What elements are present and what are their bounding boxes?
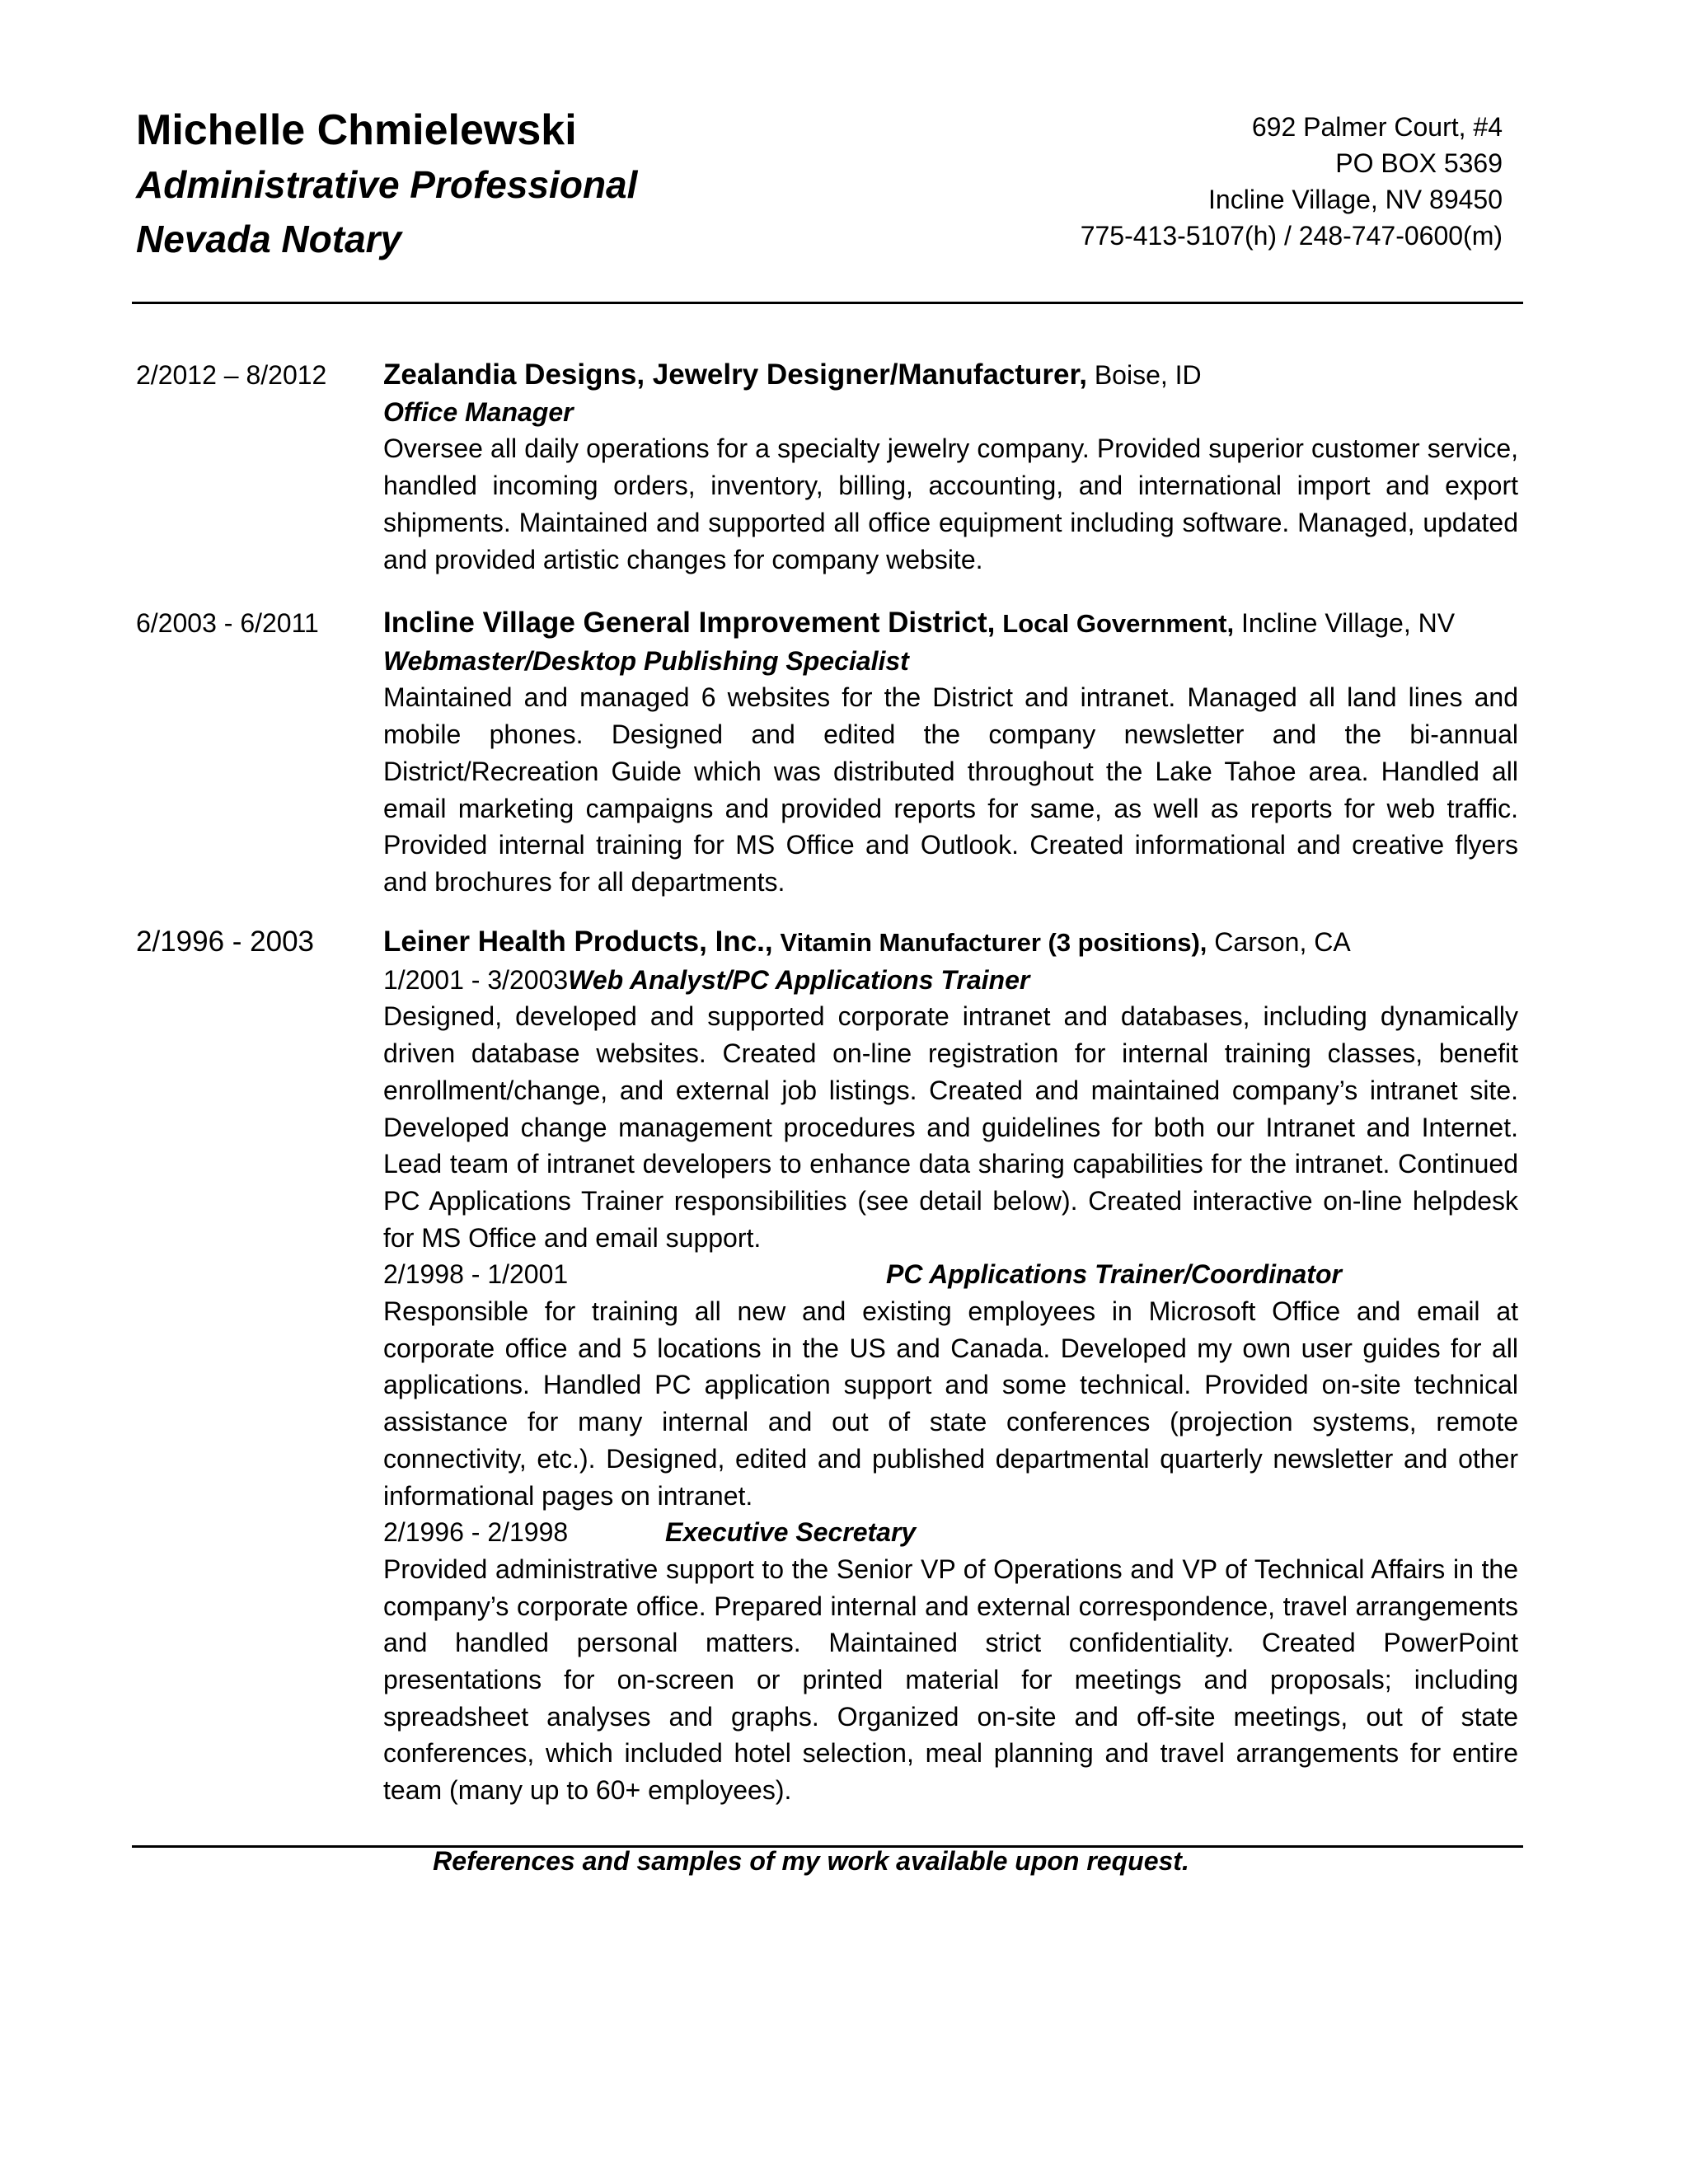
phone-line: 775-413-5107(h) / 248-747-0600(m) bbox=[1080, 221, 1503, 251]
position-description: Designed, developed and supported corporate intranet and databases, including dynamically driven database websites. Created on-line registration for internal training classes, benefit enrollment/change, and external job listings. Created and maintained company’s intranet site. Developed change management procedures and guidelines for both our Intranet and Internet. Lead team of intranet developers to enhance data sharing capabilities for the intranet. Continued PC Applications Trainer responsibilities (see detail below). Created interactive on-line helpdesk for MS Office and email support. bbox=[383, 1001, 1518, 1253]
position-dates: 1/2001 - 3/2003 bbox=[383, 964, 569, 995]
job-location: Incline Village, NV bbox=[1240, 608, 1456, 638]
position-role: Web Analyst/PC Applications Trainer bbox=[568, 964, 1030, 995]
city-line: Incline Village, NV 89450 bbox=[1208, 185, 1503, 214]
position-role: PC Applications Trainer/Coordinator bbox=[886, 1259, 1342, 1290]
job-description: Maintained and managed 6 websites for the District and intranet. Managed all land lines and mobile phones. Designed and edited the company newsletter and the bi-annual District/Recreation Guide which was distributed throughout the Lake Tahoe area. Handled all email marketing campaigns and provided reports for same, as well as reports for web traffic. Provided internal training for MS Office and Outlook. Created informational and creative flyers and brochures for all departments. bbox=[383, 682, 1518, 897]
job-body bbox=[383, 605, 1518, 901]
job-body bbox=[383, 924, 1518, 1809]
job-type: Local Government, bbox=[1002, 609, 1235, 638]
position-description: Provided administrative support to the Senior VP of Operations and VP of Technical Affairs in the company’s corporate office. Prepared internal and external correspondence, travel arrangements and handled personal matters. Maintained strict confidentiality. Created PowerPoint presentations for on-screen or printed material for meetings and proposals; including spreadsheet analyses and graphs. Organized on-site and off-site meetings, out of state conferences, which included hotel selection, meal planning and travel arrangements for entire team (many up to 60+ employees). bbox=[383, 1554, 1518, 1806]
job-heading bbox=[383, 924, 1518, 962]
job-location: Carson, CA bbox=[1214, 927, 1351, 957]
job-company: Incline Village General Improvement District, bbox=[383, 607, 996, 639]
job-company: Leiner Health Products, Inc., bbox=[383, 926, 773, 958]
address-line-1: 692 Palmer Court, #4 bbox=[1251, 112, 1503, 142]
job-description: Oversee all daily operations for a specialty jewelry company. Provided superior customer service, handled incoming orders, inventory, billing, accounting, and international import and export shipments. Maintained and supported all office equipment including software. Managed, updated and provided artistic changes for company website. bbox=[383, 434, 1518, 574]
job-dates: 6/2003 - 6/2011 bbox=[136, 608, 319, 638]
position-role: Executive Secretary bbox=[665, 1517, 917, 1548]
address-line-2: PO BOX 5369 bbox=[1335, 148, 1503, 178]
job-dates: 2/1996 - 2003 bbox=[136, 926, 315, 958]
candidate-title: Administrative Professional bbox=[136, 163, 638, 206]
position-description: Responsible for training all new and existing employees in Microsoft Office and email at corporate office and 5 locations in the US and Canada. Developed my own user guides for all applications. Handled PC application support and some technical. Provided on-site technical assistance for many internal and out of state conferences (projection systems, remote connectivity, etc.). Designed, edited and published departmental quarterly newsletter and other informational pages on intranet. bbox=[383, 1296, 1518, 1511]
job-heading bbox=[383, 605, 1518, 643]
position-dates: 2/1996 - 2/1998 bbox=[383, 1517, 569, 1548]
job-company: Zealandia Designs, Jewelry Designer/Manufacturer, bbox=[383, 359, 1087, 391]
job-location: Boise, ID bbox=[1094, 360, 1202, 390]
position-heading bbox=[383, 1514, 1518, 1551]
job-heading bbox=[383, 357, 1518, 394]
header-divider bbox=[132, 302, 1523, 304]
position-heading bbox=[383, 962, 1518, 999]
footer-note bbox=[0, 1843, 1688, 1879]
job-dates: 2/2012 – 8/2012 bbox=[136, 360, 327, 390]
job-role: Webmaster/Desktop Publishing Specialist bbox=[383, 645, 909, 676]
position-heading bbox=[383, 1256, 1518, 1293]
job-body bbox=[383, 357, 1518, 578]
position-dates: 2/1998 - 1/2001 bbox=[383, 1259, 569, 1290]
job-role: Office Manager bbox=[383, 396, 574, 427]
footer-note-text: References and samples of my work available upon request. bbox=[433, 1846, 1189, 1876]
contact-block bbox=[1081, 109, 1503, 254]
candidate-name: Michelle Chmielewski bbox=[136, 106, 577, 154]
job-type: Vitamin Manufacturer (3 positions), bbox=[780, 928, 1207, 957]
candidate-subtitle: Nevada Notary bbox=[136, 218, 402, 260]
header-name-block bbox=[136, 103, 637, 266]
